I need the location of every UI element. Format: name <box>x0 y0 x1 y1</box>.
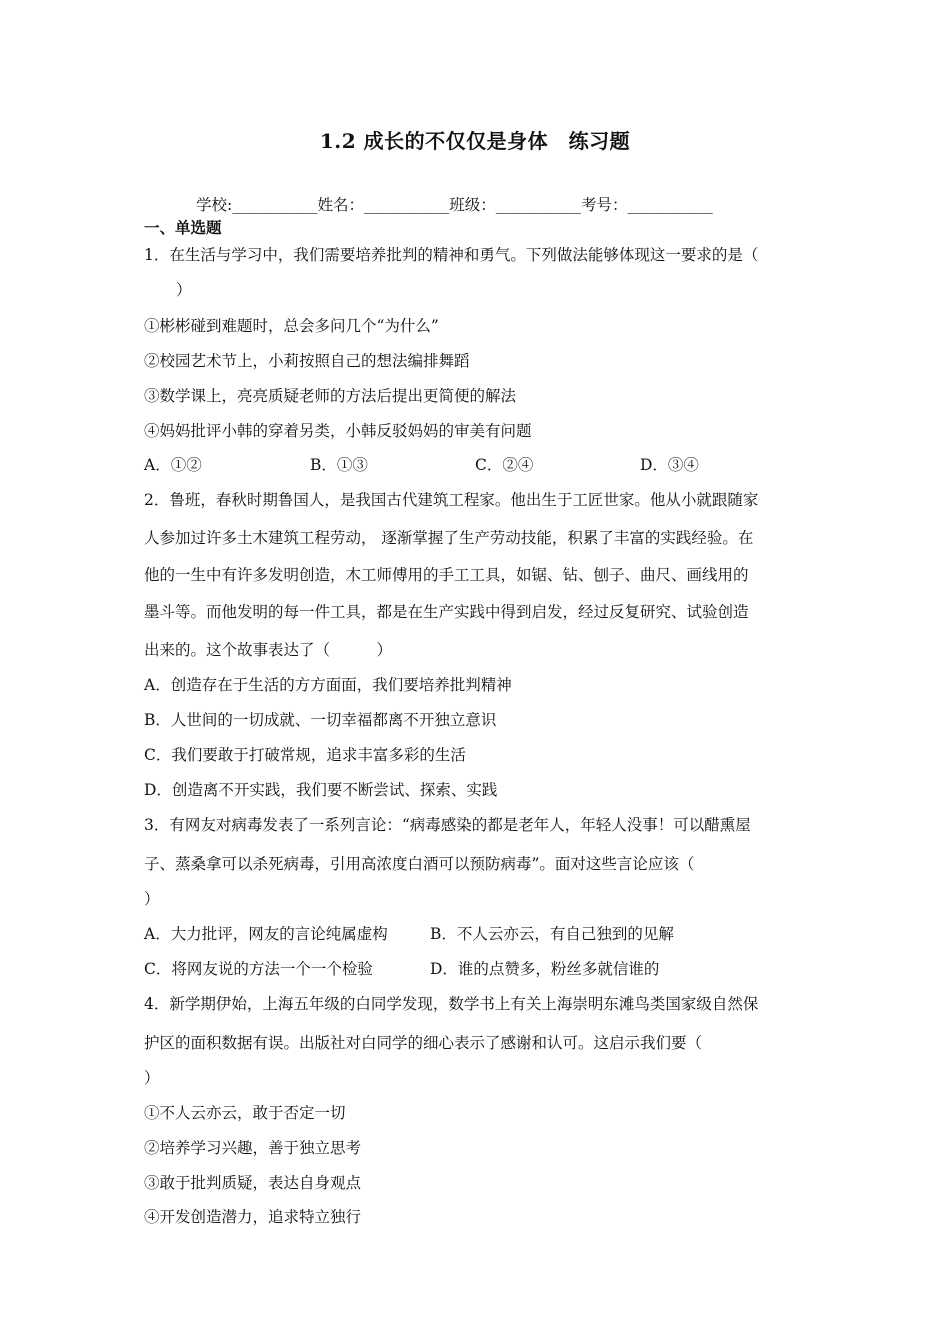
q4-item: ①不人云亦云，敢于否定一切 <box>144 1104 346 1122</box>
student-info-line: 学校:___________姓名：___________班级：___________考号：___________ <box>196 196 713 214</box>
q2-stem-line: 2．鲁班，春秋时期鲁国人，是我国古代建筑工程家。他出生于工匠世家。他从小就跟随家 <box>144 491 759 509</box>
q4-item: ③敢于批判质疑，表达自身观点 <box>144 1174 362 1192</box>
q3-option-b: B．不人云亦云，有自己独到的见解 <box>430 925 674 943</box>
q2-stem-line: 他的一生中有许多发明创造，木工师傅用的手工工具，如锯、钻、刨子、曲尺、画线用的 <box>144 566 749 584</box>
q2-option-d: D．创造离不开实践，我们要不断尝试、探索、实践 <box>144 781 498 799</box>
q3-option-d: D．谁的点赞多，粉丝多就信谁的 <box>430 960 660 978</box>
q3-option-c: C．将网友说的方法一个一个检验 <box>144 960 373 978</box>
q2-stem-line: 墨斗等。而他发明的每一件工具，都是在生产实践中得到启发，经过反复研究、试验创造 <box>144 603 749 621</box>
q2-stem-line: 出来的。这个故事表达了（ ） <box>144 641 393 659</box>
q1-option-d: D．③④ <box>640 456 699 474</box>
q3-stem-line: ） <box>144 890 160 908</box>
section-heading-single-choice: 一、单选题 <box>144 218 222 237</box>
q2-stem-line: 人参加过许多土木建筑工程劳动， 逐渐掌握了生产劳动技能，积累了丰富的实践经验。在 <box>144 529 754 547</box>
page-title: 1.2 成长的不仅仅是身体 练习题 <box>319 129 631 153</box>
q1-stem-line-1: 1．在生活与学习中，我们需要培养批判的精神和勇气。下列做法能够体现这一要求的是（ <box>144 246 759 264</box>
q4-stem-line: ） <box>144 1069 160 1087</box>
q3-option-a: A．大力批评，网友的言论纯属虚构 <box>144 925 388 943</box>
q4-stem-line: 4．新学期伊始，上海五年级的白同学发现，数学书上有关上海崇明东滩鸟类国家级自然保 <box>144 995 759 1013</box>
q1-item: ③数学课上，亮亮质疑老师的方法后提出更简便的解法 <box>144 387 517 405</box>
q4-item: ②培养学习兴趣，善于独立思考 <box>144 1139 362 1157</box>
q1-stem-line-2: ） <box>176 281 192 299</box>
q1-item: ④妈妈批评小韩的穿着另类，小韩反驳妈妈的审美有问题 <box>144 422 532 440</box>
q2-option-a: A．创造存在于生活的方方面面，我们要培养批判精神 <box>144 676 512 694</box>
q4-item: ④开发创造潜力，追求特立独行 <box>144 1208 362 1226</box>
q1-option-b: B．①③ <box>310 456 368 474</box>
q3-stem-line: 子、蒸桑拿可以杀死病毒，引用高浓度白酒可以预防病毒”。面对这些言论应该（ <box>144 855 695 873</box>
q3-stem-line: 3．有网友对病毒发表了一系列言论：“病毒感染的都是老年人，年轻人没事！可以醋熏屋 <box>144 816 751 834</box>
q1-option-c: C．②④ <box>475 456 534 474</box>
q2-option-b: B．人世间的一切成就、一切幸福都离不开独立意识 <box>144 711 497 729</box>
q1-option-a: A．①② <box>144 456 202 474</box>
q1-item: ②校园艺术节上，小莉按照自己的想法编排舞蹈 <box>144 352 470 370</box>
q1-item: ①彬彬碰到难题时，总会多问几个“为什么” <box>144 317 439 335</box>
q4-stem-line: 护区的面积数据有误。出版社对白同学的细心表示了感谢和认可。这启示我们要（ <box>144 1034 703 1052</box>
q2-option-c: C．我们要敢于打破常规，追求丰富多彩的生活 <box>144 746 466 764</box>
